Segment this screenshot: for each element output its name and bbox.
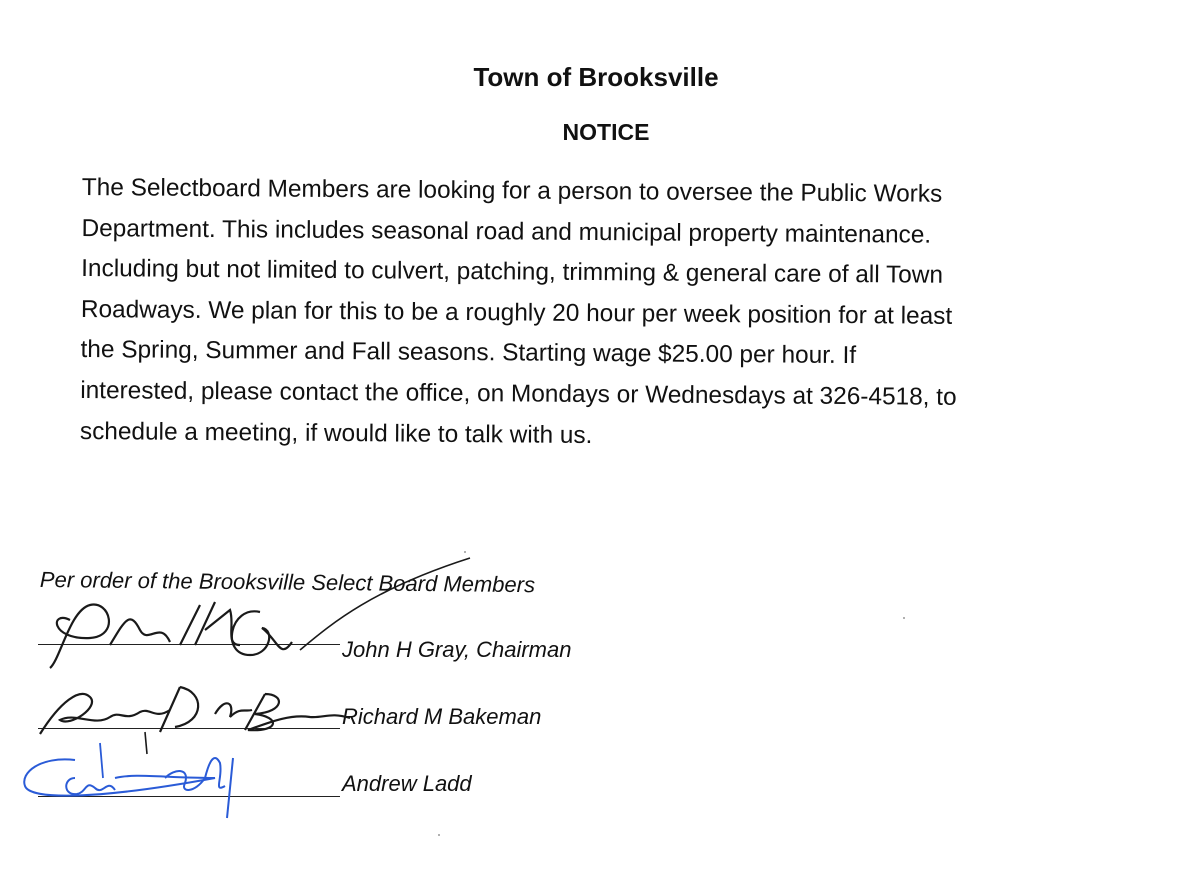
body-line: The Selectboard Members are looking for a person to oversee the Public Works — [81, 173, 943, 208]
body-line: interested, please contact the office, on Mondays or Wednesdays at 326-4518, to — [80, 376, 957, 411]
handwritten-signature-3 — [15, 738, 255, 828]
document-title: Town of Brooksville — [473, 62, 719, 92]
scan-speck — [464, 551, 466, 553]
body-line: schedule a meeting, if would like to talk with us. — [79, 417, 593, 449]
signature-preamble: Per order of the Brooksville Select Board Members — [39, 567, 536, 598]
signer-name-3: Andrew Ladd — [342, 771, 472, 796]
signer-name-1: John H Gray, Chairman — [342, 637, 572, 662]
body-line: Department. This includes seasonal road and municipal property maintenance. — [81, 214, 932, 249]
body-line: Including but not limited to culvert, patching, trimming & general care of all Town — [81, 255, 944, 289]
signer-name-2: Richard M Bakeman — [342, 704, 542, 729]
scan-speck — [438, 834, 440, 836]
scan-speck — [903, 617, 905, 619]
notice-heading: NOTICE — [562, 119, 650, 145]
handwritten-signature-1 — [30, 550, 490, 690]
body-line: Roadways. We plan for this to be a roughly 20 hour per week position for at least — [80, 295, 953, 330]
body-line: the Spring, Summer and Fall seasons. Starting wage $25.00 per hour. If — [80, 336, 857, 370]
